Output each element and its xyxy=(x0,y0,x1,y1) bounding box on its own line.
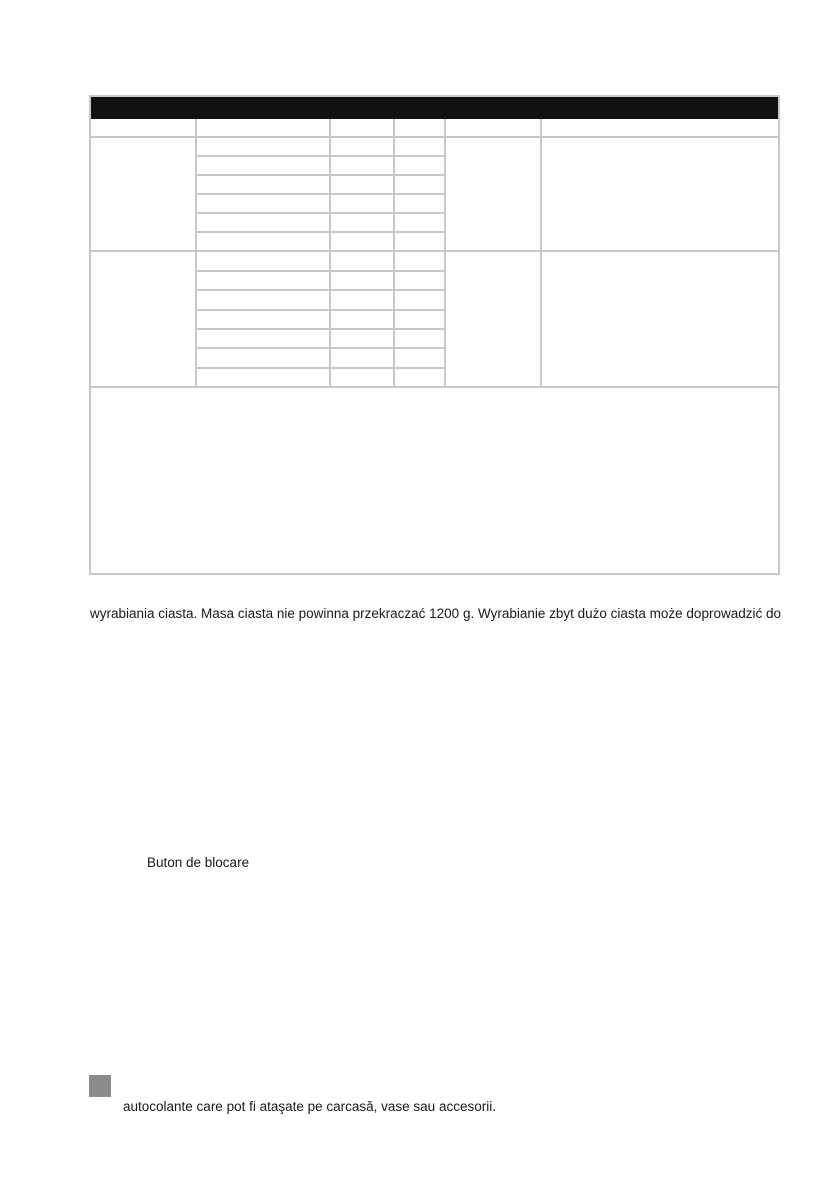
table-rule xyxy=(329,119,331,388)
table-rule xyxy=(540,119,542,388)
lock-button-label: Buton de blocare xyxy=(147,855,250,870)
table-rule xyxy=(197,309,446,311)
table-rule xyxy=(197,328,446,330)
table-rule xyxy=(393,119,395,388)
table-rule xyxy=(197,174,446,176)
table-rule xyxy=(197,347,446,349)
specifications-table xyxy=(89,95,780,575)
table-rule xyxy=(197,231,446,233)
table-rule xyxy=(195,119,197,388)
table-header-bar xyxy=(91,97,778,119)
table-rule xyxy=(197,367,446,369)
table-rule xyxy=(197,270,446,272)
table-rule xyxy=(197,155,446,157)
note-marker xyxy=(89,1075,111,1097)
table-rule xyxy=(197,193,446,195)
table-rule xyxy=(444,119,446,388)
paragraph-text: wyrabiania ciasta. Masa ciasta nie powinna przekraczać 1200 g. Wyrabianie zbyt dużo ciasta może doprowadzić do xyxy=(90,606,781,621)
table-rule xyxy=(197,212,446,214)
note-text: autocolante care pot fi ataşate pe carcasă, vase sau accesorii. xyxy=(123,1099,496,1114)
table-rule xyxy=(197,289,446,291)
